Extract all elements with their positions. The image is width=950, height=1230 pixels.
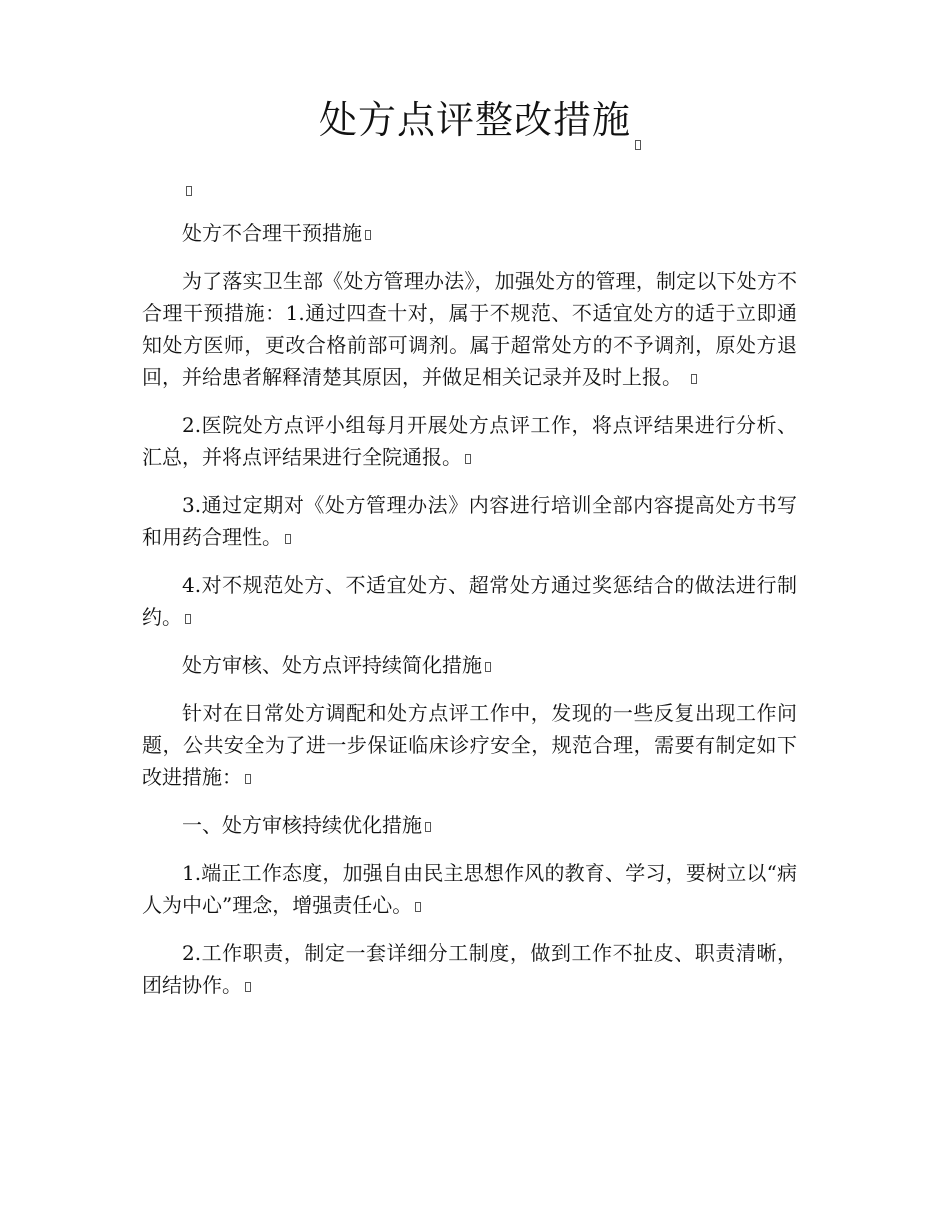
section-heading: 处方不合理干预措施 <box>142 217 797 249</box>
paragraph-mark-icon <box>691 374 697 384</box>
paragraph: 2.工作职责，制定一套详细分工制度，做到工作不扯皮、职责清晰，团结协作。 <box>142 941 797 997</box>
section-heading: 处方审核、处方点评持续简化措施 <box>142 649 797 681</box>
paragraph: 3.通过定期对《处方管理办法》内容进行培训全部内容提高处方书写和用药合理性。 <box>142 493 797 549</box>
paragraph: 针对在日常处方调配和处方点评工作中，发现的一些反复出现工作问题，公共安全为了进一步保证临床诊疗安全，规范合理，需要有制定如下改进措施： <box>142 701 797 789</box>
paragraph: 为了落实卫生部《处方管理办法》，加强处方的管理，制定以下处方不合理干预措施：1.通过四查十对，属于不规范、不适宜处方的适于立即通知处方医师，更改合格前部可调剂。属于超常处方的不予调剂，原处方退回，并给患者解释清楚其原因，并做足相关记录并及时上报。 <box>142 269 797 389</box>
paragraph-mark-icon <box>485 662 491 672</box>
paragraph-mark-icon <box>465 454 471 464</box>
paragraph: 2.医院处方点评小组每月开展处方点评工作，将点评结果进行分析、汇总，并将点评结果进行全院通报。 <box>142 413 797 469</box>
paragraph-mark-icon <box>185 614 191 624</box>
document-title-wrap <box>319 92 631 148</box>
paragraph-mark-icon <box>365 230 371 240</box>
paragraph-mark-icon <box>186 186 192 196</box>
document-title: 处方点评整改措施 <box>318 98 631 142</box>
document-body <box>142 217 797 1017</box>
paragraph: 1.端正工作态度，加强自由民主思想作风的教育、学习，要树立以“病人为中心”理念，增强责任心。 <box>142 861 797 917</box>
document-title-row <box>0 92 950 148</box>
paragraph-mark-icon <box>245 774 251 784</box>
paragraph-mark-icon <box>245 982 251 992</box>
section-heading: 一、处方审核持续优化措施 <box>142 809 797 841</box>
paragraph-mark-icon <box>415 902 421 912</box>
paragraph-mark-icon <box>285 534 291 544</box>
paragraph-mark-icon <box>425 822 431 832</box>
paragraph: 4.对不规范处方、不适宜处方、超常处方通过奖惩结合的做法进行制约。 <box>142 573 797 629</box>
paragraph-mark-icon <box>635 140 641 150</box>
